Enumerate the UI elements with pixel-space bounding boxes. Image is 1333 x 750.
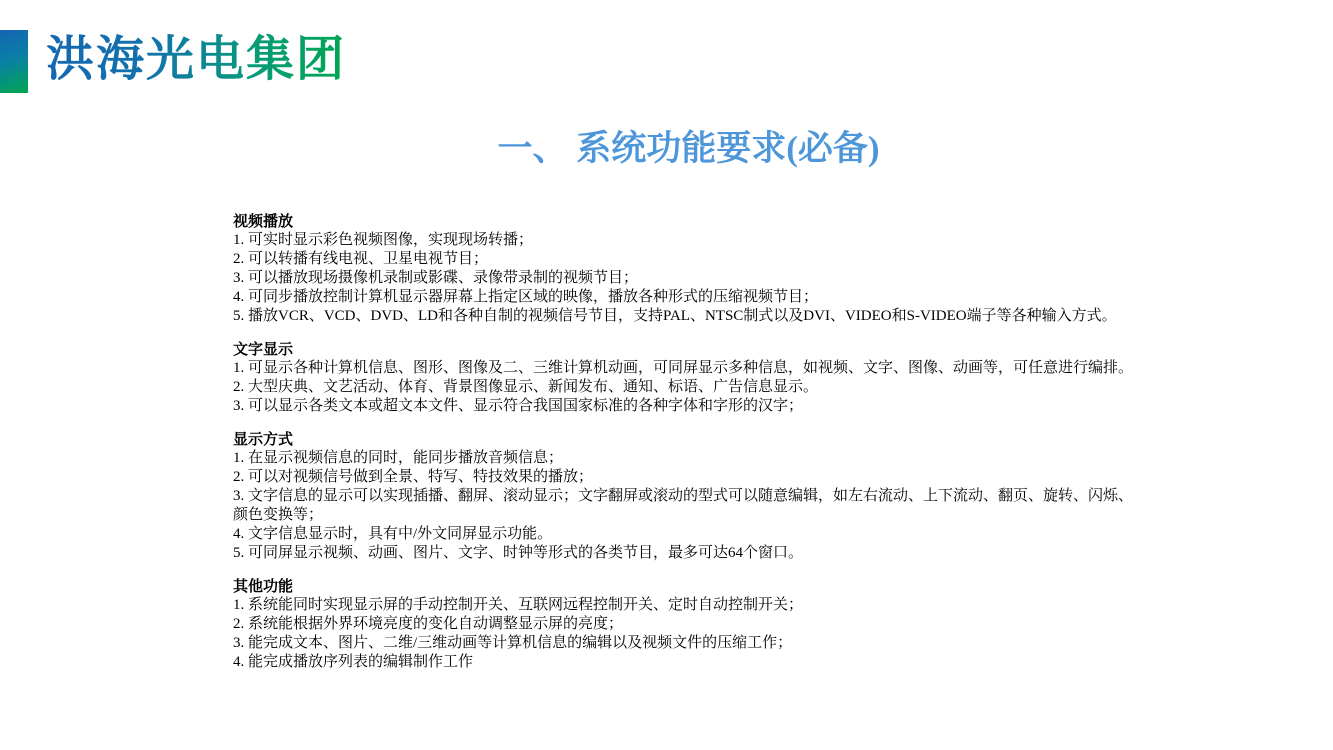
section-heading: 视频播放	[233, 213, 294, 230]
list-item: 5. 播放VCR、VCD、DVD、LD和各种自制的视频信号节目，支持PAL、NTSC制式以及DVI、VIDEO和S-VIDEO端子等各种输入方式。	[233, 308, 1117, 324]
brand-accent-bar	[0, 30, 28, 93]
list-item: 1. 可实时显示彩色视频图像，实现现场转播；	[233, 232, 534, 248]
list-item: 2. 大型庆典、文艺活动、体育、背景图像显示、新闻发布、通知、标语、广告信息显示。	[233, 379, 819, 395]
section-heading: 文字显示	[233, 341, 294, 358]
section-video-playback	[233, 212, 1133, 326]
slide-body	[233, 212, 1133, 686]
section-heading: 其他功能	[233, 578, 294, 595]
list-item: 4. 可同步播放控制计算机显示器屏幕上指定区域的映像，播放各种形式的压缩视频节目；	[233, 289, 819, 305]
list-item: 2. 系统能根据外界环境亮度的变化自动调整显示屏的亮度；	[233, 616, 624, 632]
company-logo: 洪海光电集团	[46, 30, 346, 90]
list-item: 5. 可同屏显示视频、动画、图片、文字、时钟等形式的各类节目，最多可达64个窗口。	[233, 545, 804, 561]
section-heading: 显示方式	[233, 431, 294, 448]
list-item: 3. 可以显示各类文本或超文本文件、显示符合我国国家标准的各种字体和字形的汉字；	[233, 398, 804, 414]
page-title: 一、 系统功能要求(必备)	[497, 129, 880, 168]
list-item: 1. 可显示各种计算机信息、图形、图像及二、三维计算机动画，可同屏显示多种信息，如视频、文字、图像、动画等，可任意进行编排。	[233, 360, 1134, 376]
list-item: 1. 系统能同时实现显示屏的手动控制开关、互联网远程控制开关、定时自动控制开关；	[233, 597, 804, 613]
list-item: 1. 在显示视频信息的同时，能同步播放音频信息；	[233, 450, 564, 466]
section-text-display	[233, 340, 1133, 416]
list-item: 4. 文字信息显示时，具有中/外文同屏显示功能。	[233, 526, 553, 542]
section-other-functions	[233, 577, 1133, 672]
list-item: 3. 能完成文本、图片、二维/三维动画等计算机信息的编辑以及视频文件的压缩工作；	[233, 635, 793, 651]
list-item: 4. 能完成播放序列表的编辑制作工作	[233, 654, 474, 670]
section-display-mode	[233, 430, 1133, 563]
list-item: 2. 可以转播有线电视、卫星电视节目；	[233, 251, 489, 267]
list-item: 3. 可以播放现场摄像机录制或影碟、录像带录制的视频节目；	[233, 270, 639, 286]
list-item: 3. 文字信息的显示可以实现插播、翻屏、滚动显示；文字翻屏或滚动的型式可以随意编辑，如左右流动、上下流动、翻页、旋转、闪烁、颜色变换等；	[233, 488, 1134, 523]
list-item: 2. 可以对视频信号做到全景、特写、特技效果的播放；	[233, 469, 594, 485]
